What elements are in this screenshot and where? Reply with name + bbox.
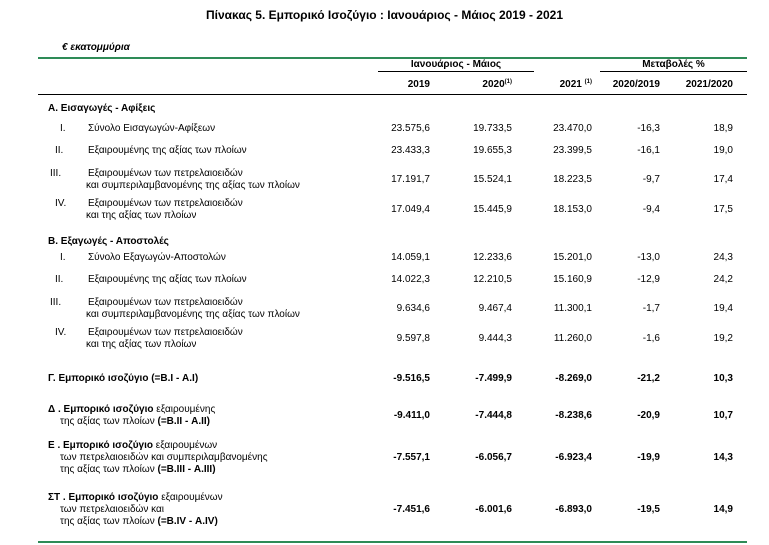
table-row-7-value-3: 11.300,1 bbox=[553, 303, 592, 314]
table-row-1-value-4: -16,3 bbox=[637, 123, 660, 134]
header-group1: Ιανουάριος - Μάιος bbox=[410, 59, 502, 70]
table-row-6-value-5: 24,2 bbox=[713, 274, 733, 285]
table-row-6-roman: II. bbox=[55, 274, 64, 285]
table-row-8-value-5: 19,2 bbox=[713, 333, 733, 344]
table-row-3-label: Εξαιρουμένων των πετρελαιοειδών bbox=[88, 168, 243, 179]
table-row-6-value-1: 14.022,3 bbox=[391, 274, 430, 285]
balance-row-3-label-line3: της αξίας των πλοίων (=Β.III - Α.III) bbox=[60, 464, 216, 475]
table-row-2-value-5: 19,0 bbox=[713, 145, 733, 156]
table-row-6-value-3: 15.160,9 bbox=[553, 274, 592, 285]
table-row-5-value-5: 24,3 bbox=[713, 252, 733, 263]
table-row-2-value-1: 23.433,3 bbox=[391, 145, 430, 156]
balance-row-3-value-3: -6.923,4 bbox=[555, 452, 592, 463]
section-b-title: Β. Εξαγωγές - Αποστολές bbox=[48, 236, 169, 247]
table-row-3-label-cont: και συμπεριλαμβανομένης της αξίας των πλοίων bbox=[86, 180, 300, 191]
balance-row-2-value-4: -20,9 bbox=[637, 410, 660, 421]
section-a-title: Α. Εισαγωγές - Αφίξεις bbox=[48, 103, 156, 114]
table-row-1-value-3: 23.470,0 bbox=[553, 123, 592, 134]
balance-row-2-value-5: 10,7 bbox=[713, 410, 733, 421]
table-row-8-label: Εξαιρουμένων των πετρελαιοειδών bbox=[88, 327, 243, 338]
balance-row-4-label-line3: της αξίας των πλοίων (=Β.IV - Α.IV) bbox=[60, 516, 218, 527]
balance-row-3-value-2: -6.056,7 bbox=[475, 452, 512, 463]
table-row-5-label: Σύνολο Εξαγωγών-Αποστολών bbox=[88, 252, 226, 263]
table-row-5-roman: I. bbox=[60, 252, 66, 263]
balance-row-3-value-4: -19,9 bbox=[637, 452, 660, 463]
header-col-2021: 2021 $^{(1)}$ bbox=[559, 79, 592, 90]
balance-row-3-title: Ε . Εμπορικό ισοζύγιο bbox=[48, 440, 153, 451]
footnote-mark: (1) bbox=[584, 79, 592, 85]
balance-row-2-value-3: -8.238,6 bbox=[555, 410, 592, 421]
table-row-7-roman: III. bbox=[50, 297, 62, 308]
table-row-7-value-2: 9.467,4 bbox=[478, 303, 512, 314]
header-col-2020: 2020$^{(1)}$ bbox=[482, 79, 512, 90]
balance-row-4-value-3: -6.893,0 bbox=[555, 504, 592, 515]
balance-row-4-qualifier: εξαιρουμένων bbox=[158, 492, 223, 503]
table-row-3-value-1: 17.191,7 bbox=[391, 174, 430, 185]
table-row-4-value-2: 15.445,9 bbox=[473, 204, 512, 215]
table-row-7-value-5: 19,4 bbox=[713, 303, 733, 314]
header-col-2019: 2019 bbox=[407, 79, 430, 90]
table-row-2-value-4: -16,1 bbox=[637, 145, 660, 156]
table-row-3-roman: III. bbox=[50, 168, 62, 179]
balance-row-3-qualifier: εξαιρουμένων bbox=[152, 440, 218, 451]
table-row-2-roman: II. bbox=[55, 145, 64, 156]
table-row-5-value-1: 14.059,1 bbox=[391, 252, 430, 263]
balance-row-1-value-1: -9.516,5 bbox=[393, 373, 430, 384]
table-row-3-value-2: 15.524,1 bbox=[473, 174, 512, 185]
table-row-1-roman: I. bbox=[60, 123, 66, 134]
balance-row-3-label bbox=[48, 440, 217, 452]
balance-row-1-title: Γ. Εμπορικό ισοζύγιο (=Β.I - Α.I) bbox=[48, 373, 199, 384]
header-group2: Μεταβολές % bbox=[642, 59, 705, 70]
table-row-5-value-3: 15.201,0 bbox=[553, 252, 592, 263]
table-row-8-value-1: 9.597,8 bbox=[396, 333, 430, 344]
balance-row-4-value-4: -19,5 bbox=[637, 504, 660, 515]
table-row-8-roman: IV. bbox=[55, 327, 67, 338]
table-row-1-value-1: 23.575,6 bbox=[391, 123, 430, 134]
balance-row-4-value-1: -7.451,6 bbox=[393, 504, 430, 515]
balance-row-1-value-4: -21,2 bbox=[637, 373, 660, 384]
table-row-2-value-3: 23.399,5 bbox=[553, 145, 592, 156]
table-row-8-label-cont: και της αξίας των πλοίων bbox=[86, 339, 197, 350]
balance-row-4-label-line2: των πετρελαιοειδών και bbox=[60, 504, 164, 515]
bottom-rule bbox=[38, 541, 747, 543]
balance-row-4-title: ΣΤ . Εμπορικό ισοζύγιο bbox=[48, 492, 159, 503]
header-rule bbox=[38, 94, 747, 95]
balance-row-4-value-2: -6.001,6 bbox=[475, 504, 512, 515]
table-row-4-label: Εξαιρουμένων των πετρελαιοειδών bbox=[88, 198, 243, 209]
table-row-4-value-1: 17.049,4 bbox=[391, 204, 430, 215]
table-row-6-value-4: -12,9 bbox=[637, 274, 660, 285]
table-row-1-value-5: 18,9 bbox=[713, 123, 733, 134]
table-row-4-value-3: 18.153,0 bbox=[553, 204, 592, 215]
balance-row-1-label bbox=[48, 373, 198, 385]
table-row-2-label: Εξαιρουμένης της αξίας των πλοίων bbox=[88, 145, 247, 156]
table-row-7-label: Εξαιρουμένων των πετρελαιοειδών bbox=[88, 297, 243, 308]
table-row-4-label-cont: και της αξίας των πλοίων bbox=[86, 210, 197, 221]
balance-row-2-label bbox=[48, 404, 215, 416]
balance-row-3-label-line2: των πετρελαιοειδών και συμπεριλαμβανομένης bbox=[60, 452, 268, 463]
table-row-6-value-2: 12.210,5 bbox=[473, 274, 512, 285]
table-row-7-value-4: -1,7 bbox=[642, 303, 660, 314]
table-row-3-value-5: 17,4 bbox=[713, 174, 733, 185]
table-row-8-value-3: 11.260,0 bbox=[553, 333, 592, 344]
balance-row-4-label bbox=[48, 492, 223, 504]
balance-row-2-label-line2: της αξίας των πλοίων (=Β.II - Α.II) bbox=[60, 416, 210, 427]
header-group2-underline bbox=[600, 71, 747, 72]
page-title: Πίνακας 5. Εμπορικό Ισοζύγιο : Ιανουάριος - Μάιος 2019 - 2021 bbox=[206, 8, 563, 22]
table-row-8-value-2: 9.444,3 bbox=[478, 333, 512, 344]
balance-row-1-value-3: -8.269,0 bbox=[555, 373, 592, 384]
table-row-2-value-2: 19.655,3 bbox=[473, 145, 512, 156]
table-row-7-value-1: 9.634,6 bbox=[396, 303, 430, 314]
balance-row-3-value-1: -7.557,1 bbox=[393, 452, 430, 463]
table-row-5-value-2: 12.233,6 bbox=[473, 252, 512, 263]
balance-row-2-title: Δ . Εμπορικό ισοζύγιο bbox=[48, 404, 154, 415]
table-row-1-value-2: 19.733,5 bbox=[473, 123, 512, 134]
header-col-change2: 2021/2020 bbox=[685, 79, 733, 90]
header-col-change1: 2020/2019 bbox=[612, 79, 660, 90]
balance-row-2-qualifier: εξαιρουμένης bbox=[153, 404, 216, 415]
table-row-8-value-4: -1,6 bbox=[642, 333, 660, 344]
table-row-5-value-4: -13,0 bbox=[637, 252, 660, 263]
balance-row-3-value-5: 14,3 bbox=[713, 452, 733, 463]
header-group1-underline bbox=[378, 71, 534, 72]
balance-row-2-value-2: -7.444,8 bbox=[475, 410, 512, 421]
table-row-6-label: Εξαιρουμένης της αξίας των πλοίων bbox=[88, 274, 247, 285]
table-row-4-value-4: -9,4 bbox=[642, 204, 660, 215]
footnote-mark: (1) bbox=[504, 79, 512, 85]
table-row-4-value-5: 17,5 bbox=[713, 204, 733, 215]
table-row-3-value-3: 18.223,5 bbox=[553, 174, 592, 185]
balance-row-1-value-5: 10,3 bbox=[713, 373, 733, 384]
balance-row-4-value-5: 14,9 bbox=[713, 504, 733, 515]
balance-row-1-value-2: -7.499,9 bbox=[475, 373, 512, 384]
balance-row-2-value-1: -9.411,0 bbox=[393, 410, 430, 421]
table-row-3-value-4: -9,7 bbox=[642, 174, 660, 185]
table-row-1-label: Σύνολο Εισαγωγών-Αφίξεων bbox=[88, 123, 216, 134]
table-row-7-label-cont: και συμπεριλαμβανομένης της αξίας των πλοίων bbox=[86, 309, 300, 320]
unit-label: € εκατομμύρια bbox=[62, 42, 130, 53]
table-row-4-roman: IV. bbox=[55, 198, 67, 209]
